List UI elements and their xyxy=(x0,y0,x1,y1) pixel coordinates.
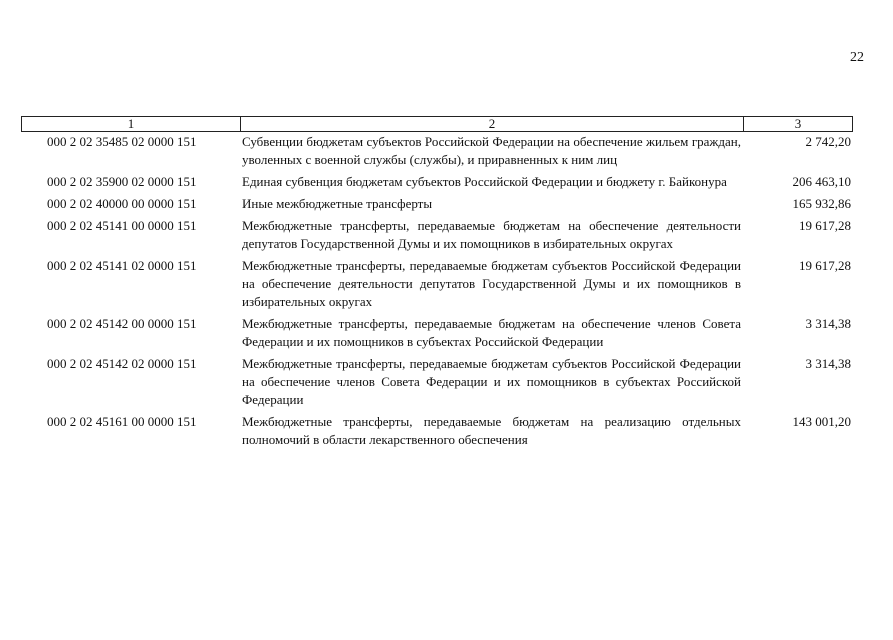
row-name: Межбюджетные трансферты, передаваемые бюджетам на обеспечение деятельности депутатов Государственной Думы и их помощников в избирательных округах xyxy=(242,218,741,251)
table-row xyxy=(21,195,853,213)
header-col-amount: 3 xyxy=(794,116,802,131)
row-amount: 2 742,20 xyxy=(805,134,851,149)
table-row xyxy=(21,257,853,311)
row-name: Иные межбюджетные трансферты xyxy=(242,196,433,211)
row-amount: 3 314,38 xyxy=(805,356,851,371)
row-code: 000 2 02 45142 00 0000 151 xyxy=(47,316,197,331)
row-code: 000 2 02 45161 00 0000 151 xyxy=(47,414,197,429)
row-name: Межбюджетные трансферты, передаваемые бюджетам субъектов Российской Федерации на обеспечение членов Совета Федерации и их помощников в субъектах Российской Федерации xyxy=(242,356,741,407)
row-name: Межбюджетные трансферты, передаваемые бюджетам на обеспечение членов Совета Федерации и их помощников в субъектах Российской Федерации xyxy=(242,316,741,349)
row-amount: 165 932,86 xyxy=(792,196,851,211)
row-code: 000 2 02 45142 02 0000 151 xyxy=(47,356,197,371)
table-row xyxy=(21,413,853,449)
row-code: 000 2 02 35485 02 0000 151 xyxy=(47,134,197,149)
budget-table xyxy=(21,116,853,453)
page-number: 22 xyxy=(850,50,864,65)
row-name: Межбюджетные трансферты, передаваемые бюджетам на реализацию отдельных полномочий в области лекарственного обеспечения xyxy=(242,414,741,447)
table-row xyxy=(21,315,853,351)
row-code: 000 2 02 40000 00 0000 151 xyxy=(47,196,197,211)
row-name: Субвенции бюджетам субъектов Российской Федерации на обеспечение жильем граждан, уволенных с военной службы (службы), и приравненных к ним лиц xyxy=(242,134,741,167)
row-code: 000 2 02 35900 02 0000 151 xyxy=(47,174,197,189)
row-code: 000 2 02 45141 02 0000 151 xyxy=(47,258,197,273)
table-row xyxy=(21,133,853,169)
row-amount: 19 617,28 xyxy=(799,218,851,233)
table-body xyxy=(21,132,853,449)
row-code: 000 2 02 45141 00 0000 151 xyxy=(47,218,197,233)
header-col-name: 2 xyxy=(241,117,744,131)
row-amount: 19 617,28 xyxy=(799,258,851,273)
header-col-code: 1 xyxy=(22,117,241,131)
table-row xyxy=(21,355,853,409)
table-row xyxy=(21,217,853,253)
row-amount: 3 314,38 xyxy=(805,316,851,331)
row-amount: 206 463,10 xyxy=(792,174,851,189)
row-name: Единая субвенция бюджетам субъектов Российской Федерации и бюджету г. Байконура xyxy=(242,174,727,189)
table-header xyxy=(21,116,853,132)
row-amount: 143 001,20 xyxy=(792,414,851,429)
row-name: Межбюджетные трансферты, передаваемые бюджетам субъектов Российской Федерации на обеспечение деятельности депутатов Государственной Думы и их помощников в избирательных округах xyxy=(242,258,741,309)
table-row xyxy=(21,173,853,191)
